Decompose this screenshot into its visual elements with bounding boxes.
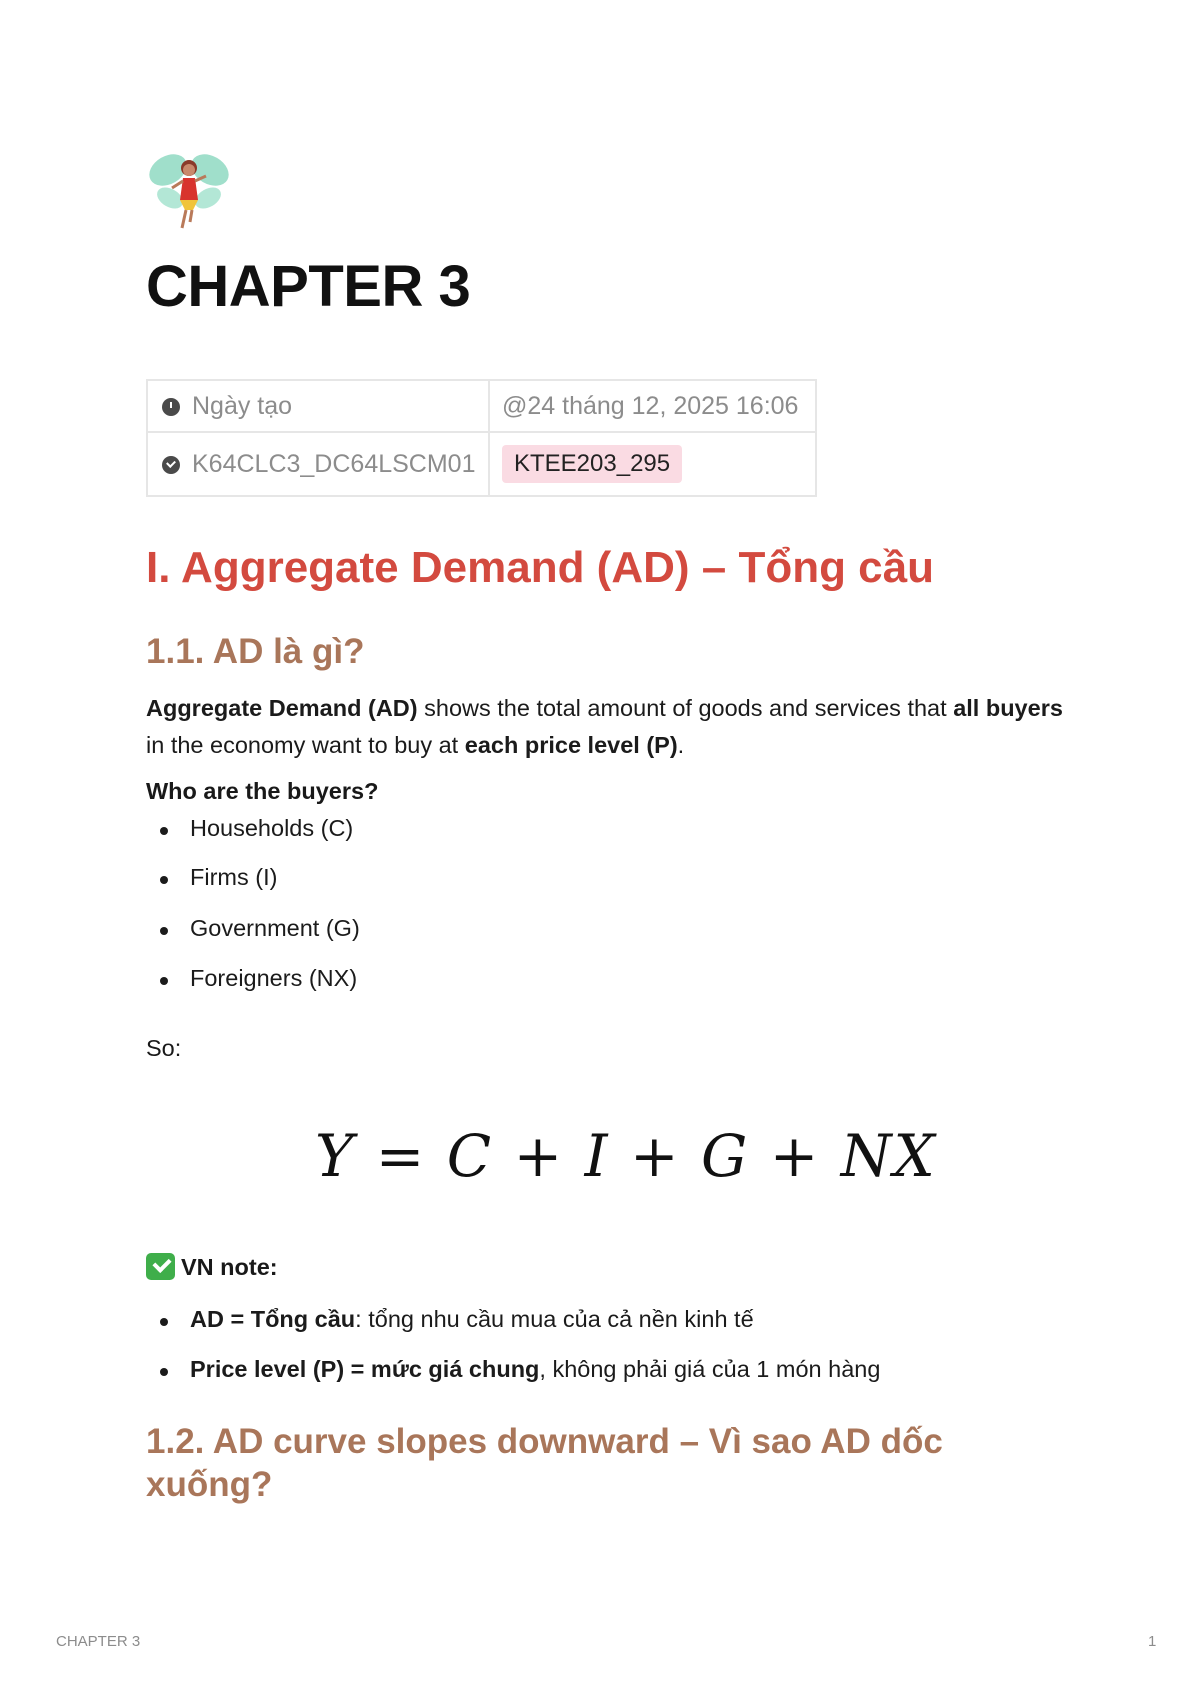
vn-note-heading (146, 1253, 278, 1281)
bold-term: Aggregate Demand (AD) (146, 695, 418, 721)
section-heading: I. Aggregate Demand (AD) – Tổng cầu (146, 543, 935, 592)
properties-table (146, 379, 817, 497)
paragraph-text: . (677, 732, 685, 758)
property-key[interactable] (147, 432, 489, 496)
list-item-text: Government (G) (190, 915, 360, 941)
bold-term: Price level (P) = mức giá chung (190, 1356, 540, 1382)
check-mark-icon (146, 1253, 175, 1280)
list-item-text: Households (C) (190, 815, 354, 841)
property-key[interactable] (147, 380, 489, 432)
question-text: Who are the buyers? (146, 778, 379, 804)
bold-term: each price level (P) (464, 732, 678, 758)
course-tag[interactable]: KTEE203_295 (502, 445, 682, 483)
property-row (147, 380, 816, 432)
paragraph-text: shows the total amount of goods and services that (417, 695, 954, 721)
note-text: , không phải giá của 1 món hàng (539, 1356, 881, 1382)
clock-icon (162, 398, 180, 416)
list-item-text (190, 1356, 880, 1383)
note-text: : tổng nhu cầu mua của cả nền kinh tế (355, 1306, 754, 1332)
gdp-formula: Y = C + I + G + NX (315, 1122, 937, 1190)
subsection-heading: 1.2. AD curve slopes downward – Vì sao AD dốc xuống? (146, 1422, 943, 1504)
bold-term: AD = Tổng cầu (190, 1306, 356, 1332)
page-title: CHAPTER 3 (146, 254, 471, 319)
list-item-text (190, 1306, 754, 1333)
property-key-label: K64CLC3_DC64LSCM01 (192, 449, 476, 478)
list-item-text: Firms (I) (190, 864, 278, 890)
subsection-heading: 1.1. AD là gì? (146, 632, 365, 671)
property-value[interactable] (489, 380, 816, 432)
footer-title: CHAPTER 3 (56, 1633, 141, 1650)
fairy-emoji-icon (146, 148, 232, 234)
created-date-value: @24 tháng 12, 2025 16:06 (502, 391, 799, 420)
bold-term: all buyers (953, 695, 1063, 721)
vn-note-label: VN note: (181, 1254, 278, 1280)
definition-paragraph (146, 690, 1066, 764)
property-row (147, 432, 816, 496)
property-key-label: Ngày tạo (192, 391, 293, 420)
page-number: 1 (1148, 1633, 1157, 1650)
property-value[interactable] (489, 432, 816, 496)
so-label: So: (146, 1035, 182, 1061)
check-circle-icon (162, 456, 180, 474)
list-item-text: Foreigners (NX) (190, 965, 358, 991)
paragraph-text: in the economy want to buy at (146, 732, 465, 758)
